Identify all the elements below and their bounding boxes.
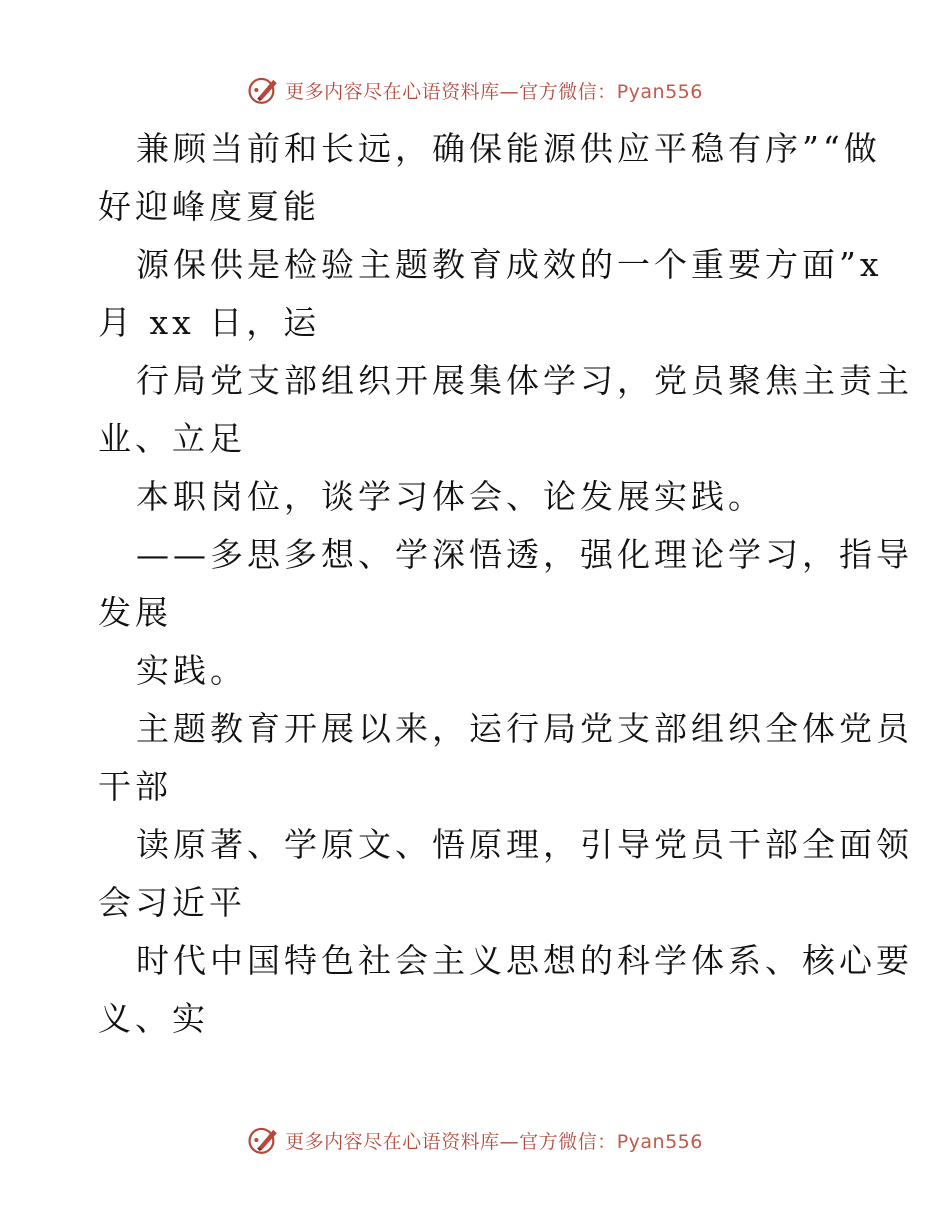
header-watermark-text: 更多内容尽在心语资料库—官方微信：Pyan556 [285,80,703,103]
text-line: 会习近平 [98,883,246,922]
text-line: 发展 [98,593,172,632]
footer-watermark-banner [0,1120,950,1160]
text-line: 行局党支部组织开展集体学习，党员聚焦主责主 [136,361,913,400]
pen-nib-logo-icon [247,73,281,107]
text-line: 本职岗位，谈学习体会、论发展实践。 [136,477,765,516]
text-line: 业、立足 [98,419,246,458]
document-body [98,120,913,1048]
text-line: 好迎峰度夏能 [98,187,320,226]
footer-watermark-text: 更多内容尽在心语资料库—官方微信：Pyan556 [285,1130,703,1153]
text-line: 读原著、学原文、悟原理，引导党员干部全面领 [136,825,913,864]
text-line: 兼顾当前和长远，确保能源供应平稳有序”“做 [136,129,881,168]
text-line: 干部 [98,767,172,806]
text-line: 义、实 [98,999,209,1038]
text-line: 主题教育开展以来，运行局党支部组织全体党员 [136,709,913,748]
text-line: 月 xx 日，运 [98,303,321,342]
text-line: ——多思多想、学深悟透，强化理论学习，指导 [136,535,913,574]
text-line: 源保供是检验主题教育成效的一个重要方面”x [136,245,883,284]
pen-nib-logo-icon [247,1123,281,1157]
text-line: 实践。 [136,651,247,690]
header-watermark-banner [0,70,950,110]
text-line: 时代中国特色社会主义思想的科学体系、核心要 [136,941,913,980]
